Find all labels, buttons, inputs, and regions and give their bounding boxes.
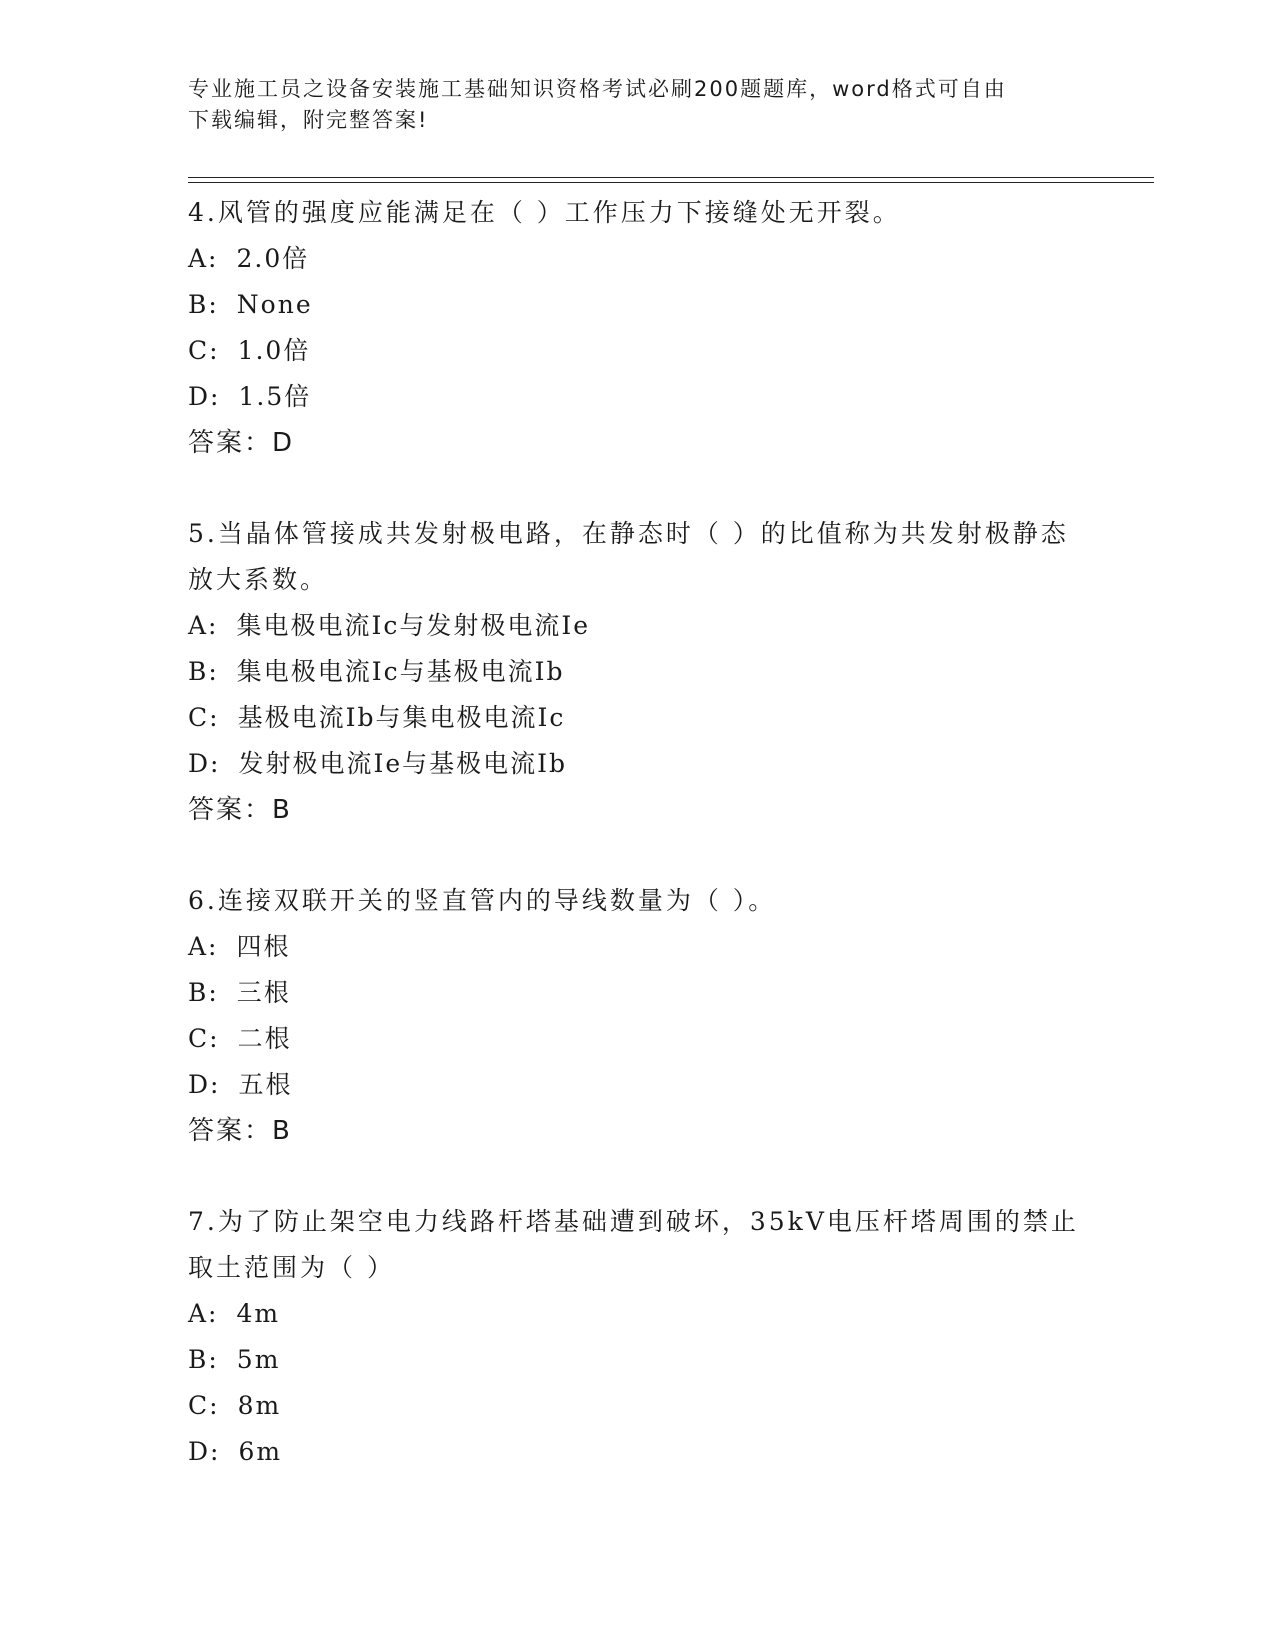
option-letter: B: [188, 657, 219, 686]
option-text: 基极电流Ib与集电极电流Ic [237, 703, 566, 732]
option-text: 2.0倍 [236, 244, 310, 273]
option-text: 4m [236, 1299, 281, 1328]
option-text: 1.5倍 [238, 382, 312, 411]
question-stem: 6.连接双联开关的竖直管内的导线数量为（ ）。 [188, 886, 777, 915]
option-letter: D: [188, 1070, 221, 1099]
option-letter: C: [188, 703, 220, 732]
option-b [188, 970, 1088, 1016]
answer-line: 答案：B [188, 1116, 292, 1146]
question-stem: 7.为了防止架空电力线路杆塔基础遭到破坏，35kV电压杆塔周围的禁止取土范围为（ ） [188, 1207, 1079, 1282]
option-text: 二根 [237, 1024, 292, 1053]
option-text: 集电极电流Ic与基极电流Ib [236, 657, 565, 686]
question-list [188, 190, 1088, 1475]
question-5 [188, 511, 1088, 833]
option-b [188, 649, 1088, 695]
option-b [188, 282, 1088, 328]
option-c [188, 695, 1088, 741]
option-c [188, 1016, 1088, 1062]
question-stem: 5.当晶体管接成共发射极电路，在静态时（ ）的比值称为共发射极静态放大系数。 [188, 519, 1069, 594]
option-text: 三根 [236, 978, 291, 1007]
answer-line: 答案：D [188, 428, 295, 458]
option-c [188, 328, 1088, 374]
option-letter: A: [188, 244, 219, 273]
option-letter: A: [188, 611, 219, 640]
question-7 [188, 1199, 1088, 1475]
option-text: 四根 [236, 932, 291, 961]
option-letter: D: [188, 382, 221, 411]
option-a [188, 1291, 1088, 1337]
option-b [188, 1337, 1088, 1383]
option-letter: A: [188, 932, 219, 961]
option-letter: B: [188, 290, 219, 319]
option-text: 集电极电流Ic与发射极电流Ie [236, 611, 591, 640]
option-letter: B: [188, 1345, 219, 1374]
option-text: None [236, 290, 313, 319]
option-letter: A: [188, 1299, 219, 1328]
option-a [188, 236, 1088, 282]
option-d [188, 374, 1088, 420]
option-letter: C: [188, 336, 220, 365]
question-stem: 4.风管的强度应能满足在（ ）工作压力下接缝处无开裂。 [188, 198, 901, 227]
question-4 [188, 190, 1088, 466]
option-text: 6m [238, 1437, 283, 1466]
header-divider-bottom [188, 182, 1154, 183]
option-text: 五根 [238, 1070, 293, 1099]
option-text: 5m [236, 1345, 281, 1374]
option-d [188, 1429, 1088, 1475]
option-a [188, 924, 1088, 970]
option-d [188, 741, 1088, 787]
document-header [188, 74, 1088, 136]
option-letter: D: [188, 1437, 221, 1466]
header-line-2: 下载编辑，附完整答案! [188, 108, 429, 132]
option-text: 发射极电流Ie与基极电流Ib [238, 749, 568, 778]
option-letter: D: [188, 749, 221, 778]
option-letter: C: [188, 1391, 220, 1420]
question-6 [188, 878, 1088, 1154]
option-letter: C: [188, 1024, 220, 1053]
header-line-1: 专业施工员之设备安装施工基础知识资格考试必刷200题题库，word格式可自由 [188, 77, 1007, 101]
option-text: 8m [237, 1391, 282, 1420]
option-a [188, 603, 1088, 649]
header-divider-top [188, 177, 1154, 178]
option-text: 1.0倍 [237, 336, 311, 365]
answer-line: 答案：B [188, 795, 292, 825]
option-d [188, 1062, 1088, 1108]
option-c [188, 1383, 1088, 1429]
option-letter: B: [188, 978, 219, 1007]
